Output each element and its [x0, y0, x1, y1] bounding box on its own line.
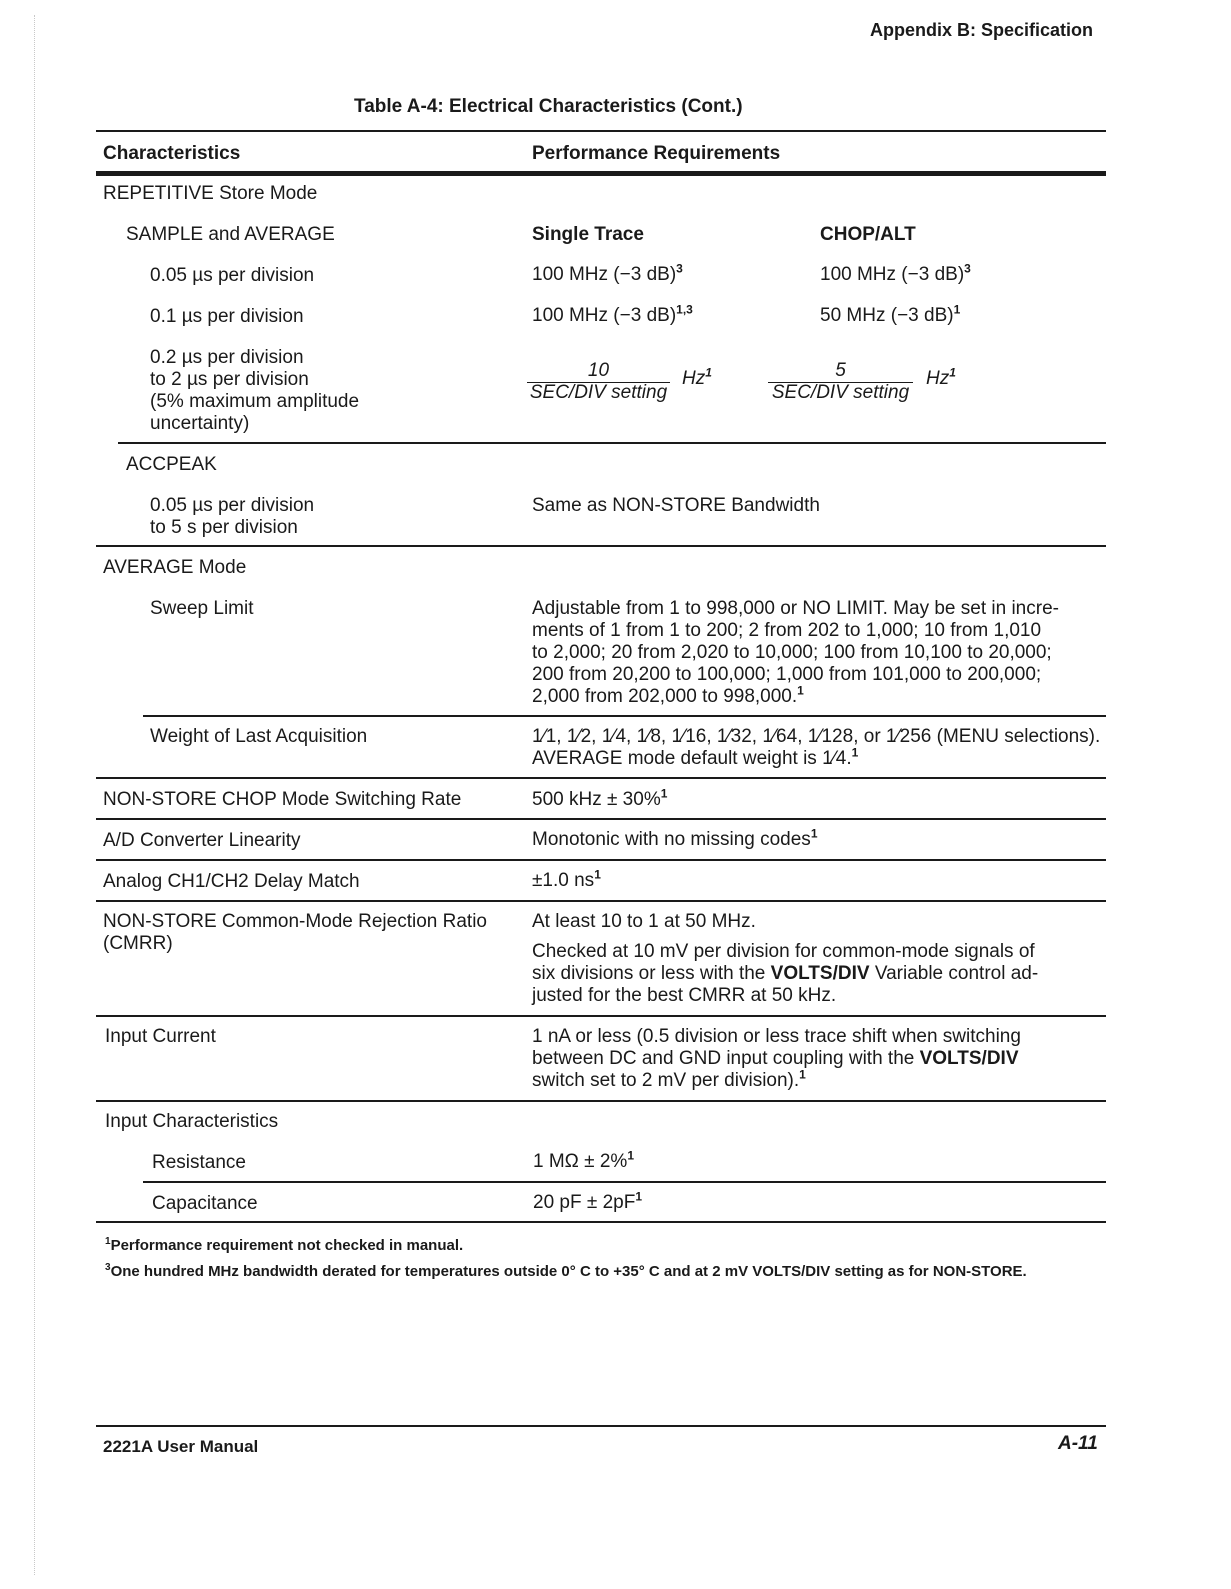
table-top-rule [96, 130, 1106, 132]
weight-line-2: AVERAGE mode default weight is 1⁄4.$^1$ [532, 745, 859, 769]
cmrr-value-2a: Checked at 10 mV per division for common-mode signals of [532, 941, 1035, 962]
repetitive-mode-label: REPETITIVE Store Mode [103, 183, 318, 204]
col-header-performance: Performance Requirements [532, 143, 781, 164]
row-rule [96, 900, 1106, 902]
row-005-label: 0.05 µs per division [150, 265, 315, 286]
chop-rate-label: NON-STORE CHOP Mode Switching Rate [103, 789, 462, 810]
input-current-label: Input Current [105, 1026, 216, 1047]
row-02-chop-unit: Hz$^1$ [926, 365, 956, 389]
single-trace-heading: Single Trace [532, 224, 644, 245]
row-02-label-4: uncertainty) [150, 413, 250, 434]
scan-edge-line [34, 15, 36, 1575]
input-current-line-3: switch set to 2 mV per division).$^1$ [532, 1067, 806, 1091]
accpeak-label: ACCPEAK [126, 454, 217, 475]
accpeak-range-value: Same as NON-STORE Bandwidth [532, 495, 820, 516]
row-rule [96, 818, 1106, 820]
row-02-label-1: 0.2 µs per division [150, 347, 304, 368]
row-rule [96, 859, 1106, 861]
row-rule [96, 777, 1106, 779]
sweep-limit-line-5: 2,000 from 202,000 to 998,000.$^1$ [532, 683, 804, 707]
row-rule [143, 715, 1106, 717]
row-02-single-unit: Hz$^1$ [682, 365, 712, 389]
cmrr-value-2c: justed for the best CMRR at 50 kHz. [532, 985, 837, 1006]
sweep-limit-label: Sweep Limit [150, 598, 254, 619]
manual-title: 2221A User Manual [103, 1437, 259, 1456]
table-bottom-rule [96, 1221, 1106, 1223]
sweep-limit-line-3: to 2,000; 20 from 2,020 to 10,000; 100 from 10,100 to 20,000; [532, 642, 1052, 663]
average-mode-label: AVERAGE Mode [103, 557, 247, 578]
delay-match-label: Analog CH1/CH2 Delay Match [103, 871, 360, 892]
input-char-label: Input Characteristics [105, 1111, 279, 1132]
row-02-label-2: to 2 µs per division [150, 369, 309, 390]
fraction-denominator: SEC/DIV setting [771, 382, 910, 403]
sweep-limit-line-4: 200 from 20,200 to 100,000; 1,000 from 101,000 to 200,000; [532, 664, 1042, 685]
row-rule [96, 545, 1106, 547]
cmrr-value-1: At least 10 to 1 at 50 MHz. [532, 911, 756, 932]
footnote-3: $^3$One hundred MHz bandwidth derated for temperatures outside 0° C to +35° C and at 2 mV VOLTS/DIV setting as for NON-STORE. [105, 1262, 1027, 1280]
sweep-limit-line-2: ments of 1 from 1 to 200; 2 from 202 to 1,000; 10 from 1,010 [532, 620, 1042, 641]
weight-label: Weight of Last Acquisition [150, 726, 368, 747]
weight-line-1: 1⁄1, 1⁄2, 1⁄4, 1⁄8, 1⁄16, 1⁄32, 1⁄64, 1⁄128, or 1⁄256 (MENU selections). [532, 726, 1101, 747]
footnote-1: $^1$Performance requirement not checked in manual. [105, 1236, 464, 1254]
running-header: Appendix B: Specification [870, 20, 1094, 40]
row-rule [118, 442, 1106, 444]
page-number: A-11 [1058, 1433, 1098, 1454]
sweep-limit-line-1: Adjustable from 1 to 998,000 or NO LIMIT. May be set in incre- [532, 598, 1059, 619]
header-rule [96, 171, 1106, 176]
row-02-label-3: (5% maximum amplitude [150, 391, 360, 412]
ad-linearity-label: A/D Converter Linearity [103, 830, 301, 851]
delay-match-value: ±1.0 $ns^1$ [532, 867, 601, 891]
fraction-numerator: 5 [835, 360, 846, 381]
fraction-numerator: 10 [587, 360, 610, 381]
cmrr-label-2: (CMRR) [103, 933, 173, 954]
sample-average-label: SAMPLE and AVERAGE [126, 224, 335, 245]
row-01-label: 0.1 µs per division [150, 306, 304, 327]
accpeak-range-label-2: to 5 s per division [150, 517, 298, 538]
row-005-single: 100 MHz (−3 dB)$^3$ [532, 261, 683, 285]
chop-rate-value: 500 kHz ± 30%$^1$ [532, 786, 668, 810]
ad-linearity-value: Monotonic with no missing codes$^1$ [532, 826, 818, 850]
cmrr-label-1: NON-STORE Common-Mode Rejection Ratio [103, 911, 487, 932]
accpeak-range-label-1: 0.05 µs per division [150, 495, 315, 516]
fraction-denominator: SEC/DIV setting [529, 382, 668, 403]
row-02-single-fraction [527, 360, 670, 406]
row-005-chop: 100 MHz (−3 dB)$^3$ [820, 261, 971, 285]
footer-rule [96, 1425, 1106, 1427]
input-current-line-2: between DC and GND input coupling with the VOLTS/DIV [532, 1048, 1019, 1069]
cmrr-value-2b: six divisions or less with the VOLTS/DIV Variable control ad- [532, 963, 1039, 984]
col-header-characteristics: Characteristics [103, 143, 241, 164]
input-current-line-1: 1 nA or less (0.5 division or less trace shift when switching [532, 1026, 1021, 1047]
row-rule [96, 1100, 1106, 1102]
row-rule [96, 1015, 1106, 1017]
capacitance-value: 20 pF ± $2pF^1$ [533, 1189, 642, 1213]
table-title: Table A-4: Electrical Characteristics (Cont.) [354, 96, 743, 117]
row-rule [143, 1181, 1106, 1183]
resistance-value: 1 MΩ ± 2%$^1$ [533, 1148, 635, 1172]
capacitance-label: Capacitance [152, 1193, 258, 1214]
row-02-chop-fraction [768, 360, 913, 406]
row-01-single: 100 MHz (−3 dB)$^{1,3}$ [532, 302, 693, 326]
row-01-chop: 50 MHz (−3 dB)$^1$ [820, 302, 961, 326]
resistance-label: Resistance [152, 1152, 246, 1173]
chop-alt-heading: CHOP/ALT [820, 224, 916, 245]
